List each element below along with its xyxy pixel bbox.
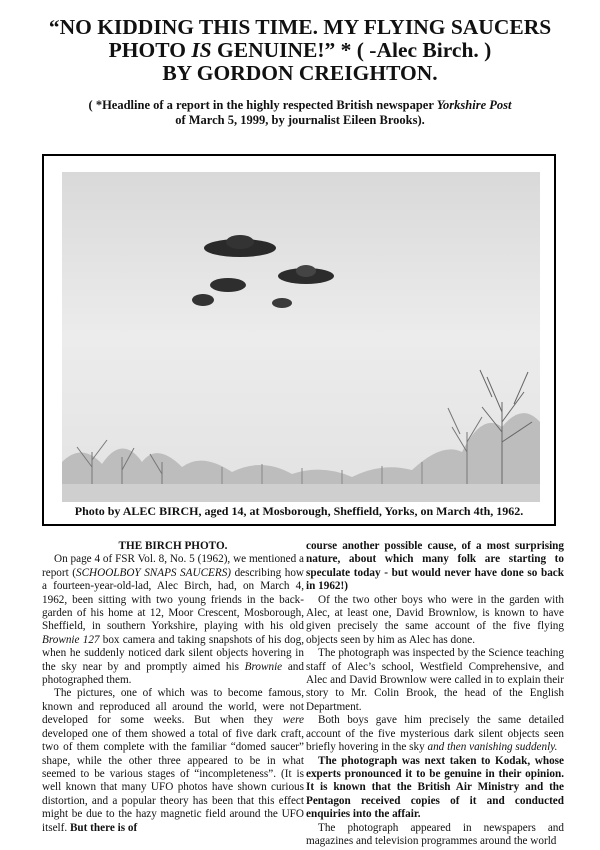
paragraph-8: The photograph appeared in newspapers and magazines and television programmes around the world: [306, 821, 564, 847]
photo-caption: Photo by ALEC BIRCH, aged 14, at Mosborough, Sheffield, Yorks, on March 4th, 1962.: [74, 504, 524, 518]
saucer-4: [192, 294, 214, 306]
paragraph-2: The pictures, one of which was to become famous, known and reproduced all around the world, were not developed for some weeks. But when they were developed one of them showed a total of five dark craft, two of them complete with the familiar “domed saucer” shape, while the other three appeared to be in what seemed to be various stages of “incompleteness”. (It is well known that many UFO photos have shown curious distortion, and a popular theory has been that this effect might be due to the hazy magnetic field around the UFO itself. But there is of: [42, 687, 304, 834]
headline-note-line-1: ( *Headline of a report in the highly respected British newspaper Yorkshire Post: [88, 98, 512, 112]
paragraph-4: Of the two other boys who were in the garden with Alec, at least one, David Brownlow, is known to have given precisely the same account of the five flying objects seen by him as Alec has done.: [306, 593, 564, 646]
ufo-photograph: [62, 172, 540, 502]
paragraph-6: Both boys gave him precisely the same detailed account of the five mysterious dark silent objects seen briefly hovering in the sky and then vanishing suddenly.: [306, 714, 564, 754]
ground: [62, 484, 540, 502]
paragraph-1: On page 4 of FSR Vol. 8, No. 5 (1962), we mentioned a report (SCHOOLBOY SNAPS SAUCERS) describing how a fourteen-year-old-lad, Alec Birch, had, on March 4, 1962, been sitting with two young friends in the back-garden of his home at 12, Moor Crescent, Mosborough, Sheffield, in southern Yorkshire, playing with his old Brownie 127 box camera and taking snapshots of his dog, when he suddenly noticed dark silent objects hovering in the sky near by and promptly aimed his Brownie and photographed them.: [42, 553, 304, 687]
headline-line-1: “NO KIDDING THIS TIME. MY FLYING SAUCERS: [48, 15, 552, 39]
article-column-right: [306, 540, 564, 848]
headline-note-line-2: of March 5, 1999, by journalist Eileen Brooks).: [175, 113, 425, 127]
saucer-3: [210, 278, 246, 292]
saucer-5: [272, 298, 292, 308]
byline: BY GORDON CREIGHTON.: [162, 61, 438, 85]
article-column-left: [42, 540, 304, 835]
paragraph-7: The photograph was next taken to Kodak, whose experts pronounced it to be genuine in their opinion. It is known that the British Air Ministry and the Pentagon received copies of it and conducted enquiries into the affair.: [306, 754, 564, 821]
headline: [0, 16, 600, 85]
section-heading: THE BIRCH PHOTO.: [118, 540, 228, 552]
ufo-photo-image: [62, 172, 540, 502]
paragraph-3: course another possible cause, of a most surprising nature, about which many folk are starting to speculate today - but would never have done so back in 1962!): [306, 540, 564, 593]
headline-line-2: PHOTO IS GENUINE!” * ( -Alec Birch. ): [108, 38, 492, 62]
headline-note: [0, 98, 600, 128]
photo-frame: [42, 154, 556, 526]
paragraph-5: The photograph was inspected by the Science teaching staff of Alec’s school, Westfield Comprehensive, and Alec and David Brownlow were called in to explain their story to Mr. Colin Brook, the head of the English Department.: [306, 647, 564, 713]
